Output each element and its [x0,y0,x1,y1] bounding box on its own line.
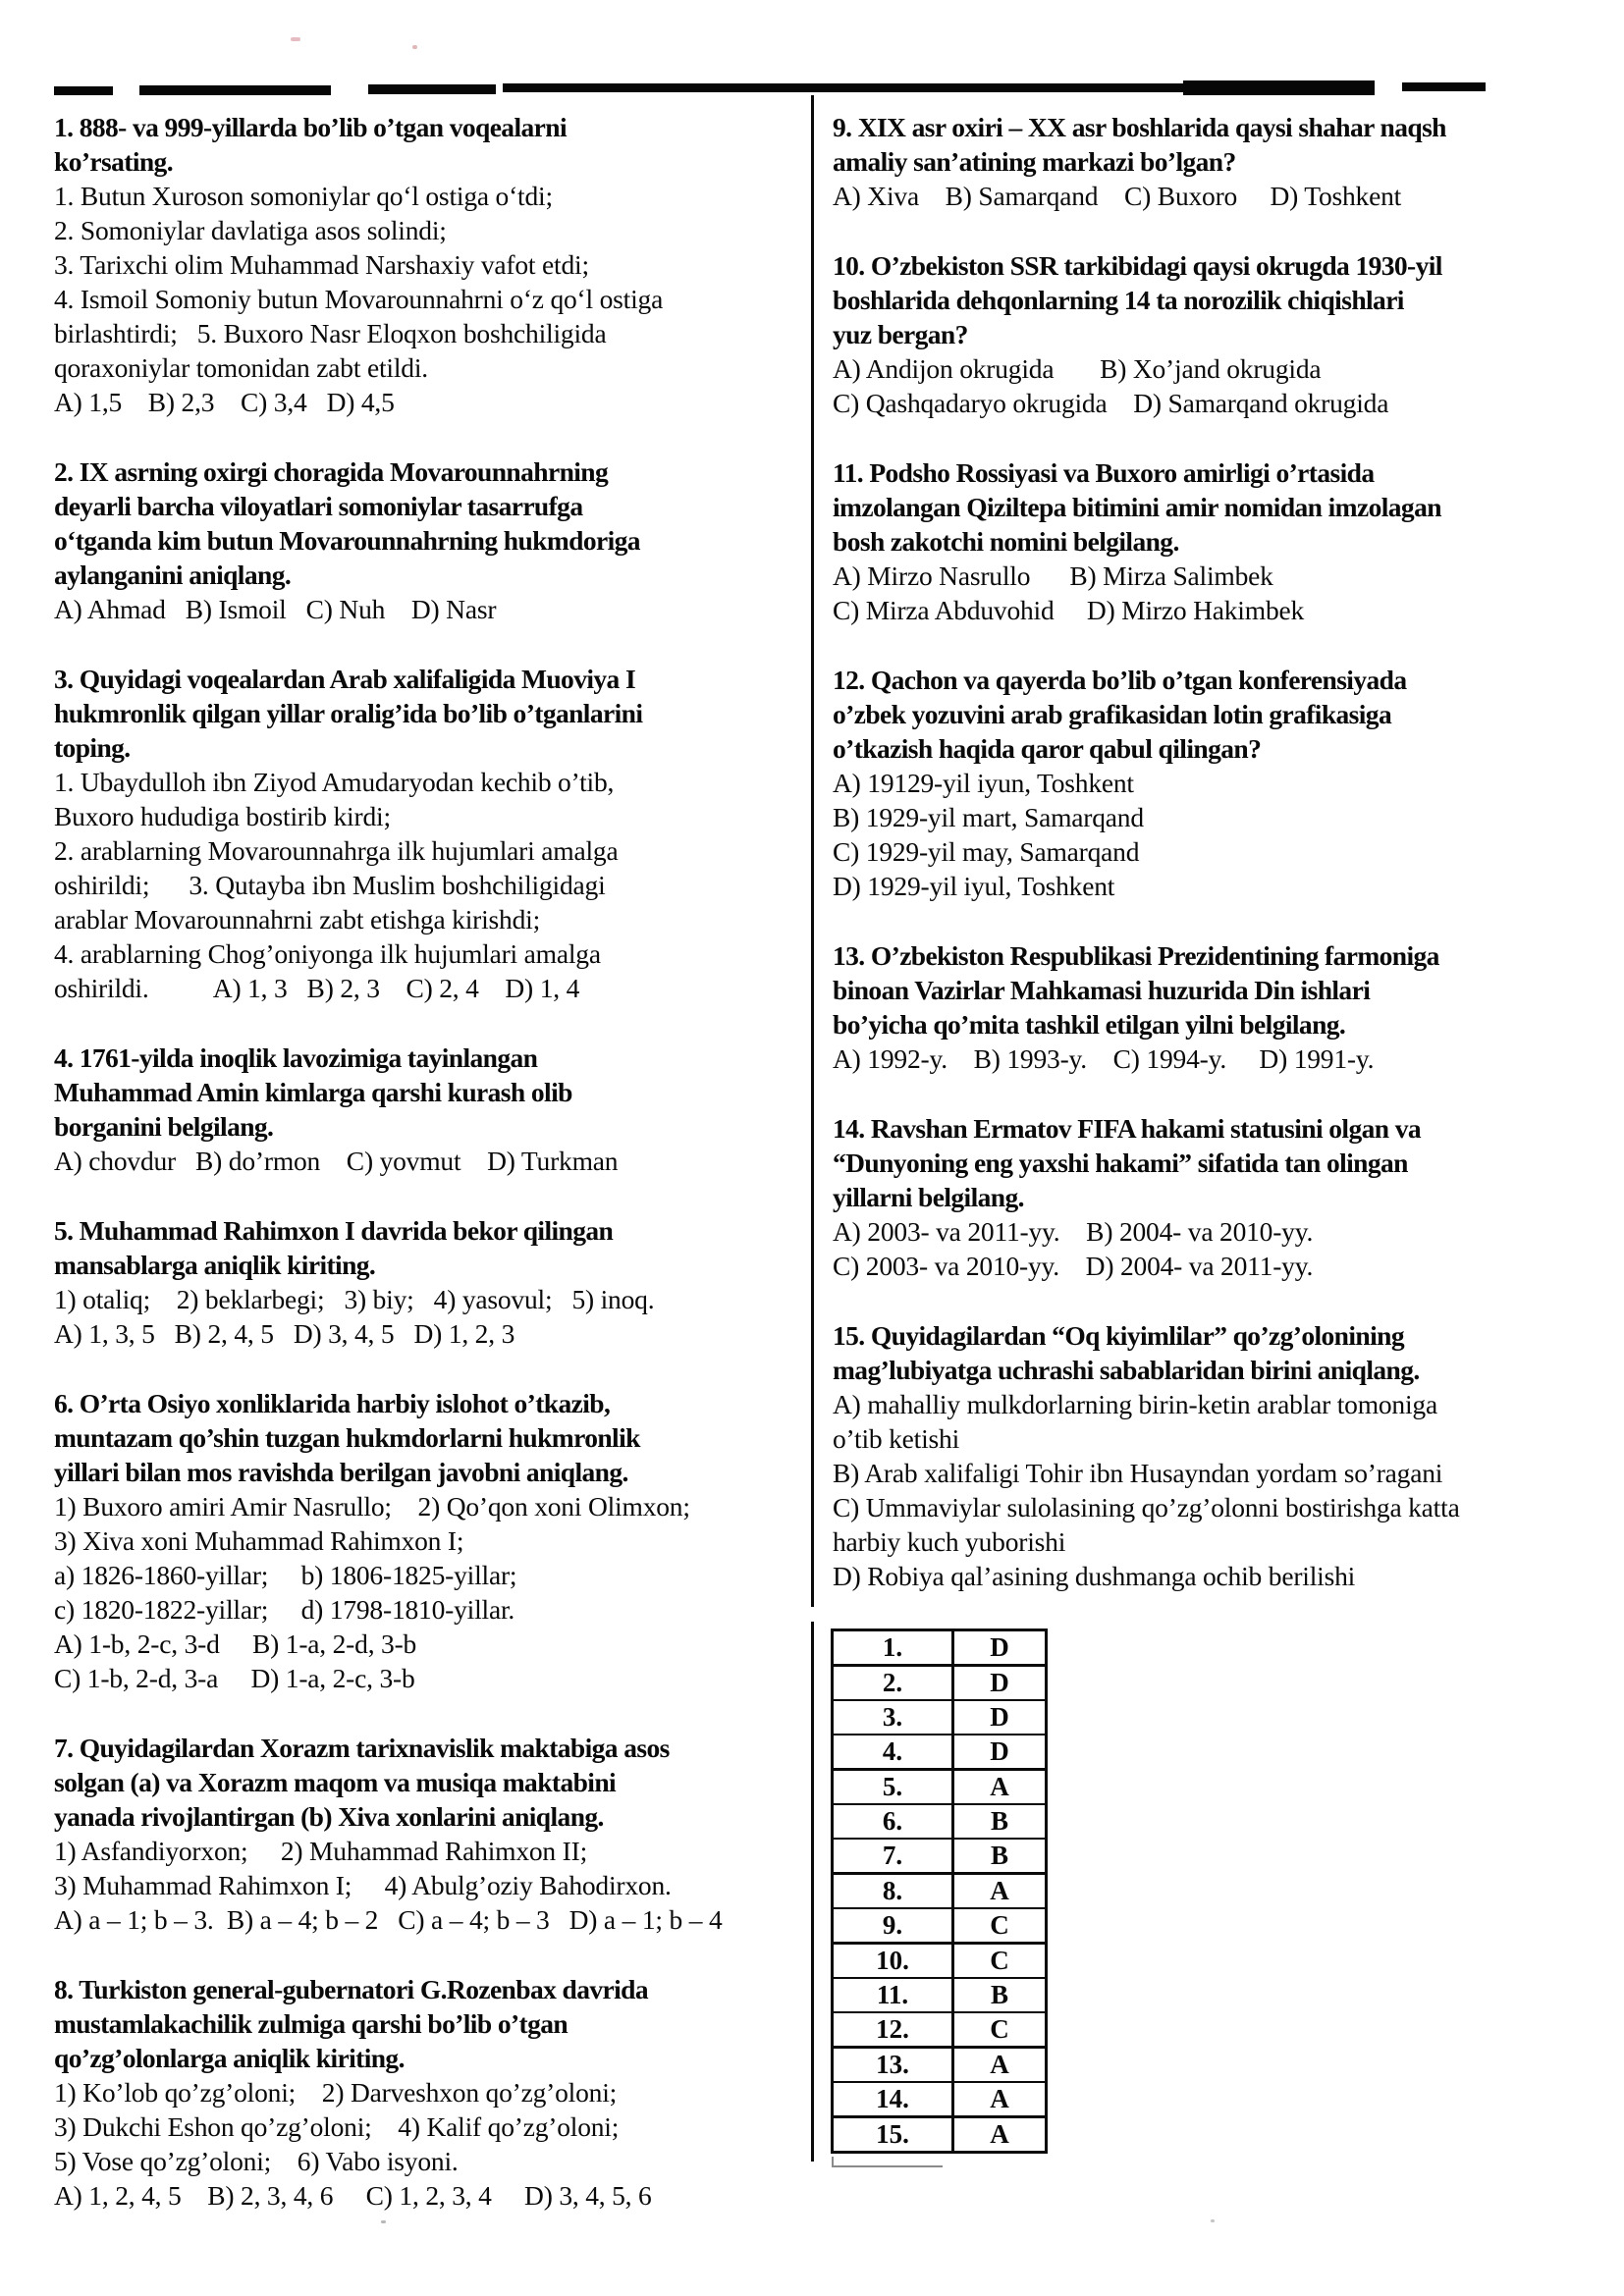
question-block-15 [833,1318,1595,1593]
question-head-line: 9. XIX asr oxiri – XX asr boshlarida qaysi shahar naqsh [833,112,1446,142]
question-head-line: imzolangan Qiziltepa bitimini amir nomidan imzolagan [833,492,1441,522]
answer-number-cell: 3. [833,1700,953,1735]
question-block-8 [54,1972,802,2213]
question-text-line: birlashtirdi; 5. Buxoro Nasr Eloqxon boshchiligida [54,318,607,348]
question-text-line: D) 1929-yil iyul, Toshkent [833,871,1115,901]
question-text-line: 2. arablarning Movarounnahrga ilk hujumlari amalga [54,835,619,866]
left-column [54,110,802,2213]
question-text-line: A) Andijon okrugida B) Xo’jand okrugida [833,353,1322,384]
right-column [833,110,1595,1593]
scan-speck [381,2220,386,2223]
question-head-line: 12. Qachon va qayerda bo’lib o’tgan konferensiyada [833,665,1407,695]
question-text-line: A) Xiva B) Samarqand C) Buxoro D) Toshkent [833,181,1402,211]
question-text-line: 1) otaliq; 2) beklarbegi; 3) biy; 4) yasovul; 5) inoq. [54,1284,655,1314]
question-block-5 [54,1213,802,1351]
question-head-line: 14. Ravshan Ermatov FIFA hakami statusini olgan va [833,1113,1422,1144]
answer-letter-cell: C [953,1944,1047,1979]
question-head-line: yillari bilan mos ravishda berilgan javobni aniqlang. [54,1457,628,1487]
answer-letter-cell: C [953,1908,1047,1944]
question-text-line: oshirildi. A) 1, 3 B) 2, 3 C) 2, 4 D) 1, 4 [54,973,580,1003]
scan-speck [1211,2219,1215,2222]
question-text-line: A) 1, 3, 5 B) 2, 4, 5 D) 3, 4, 5 D) 1, 2, 3 [54,1318,515,1349]
answer-letter-cell: A [953,2082,1047,2117]
question-head-line: Muhammad Amin kimlarga qarshi kurash olib [54,1077,572,1107]
answer-table-row [833,1666,1047,1701]
question-head-line: hukmronlik qilgan yillar oralig’ida bo’lib o’tganlarini [54,698,643,728]
question-text-line: arablar Movarounnahrni zabt etishga kirishdi; [54,904,541,934]
question-text-line: A) 19129-yil iyun, Toshkent [833,768,1134,798]
answer-table-row [833,2082,1047,2117]
answer-letter-cell: D [953,1735,1047,1770]
question-head-line: toping. [54,732,131,763]
question-text-line: 5) Vose qo’zg’oloni; 6) Vabo isyoni. [54,2146,459,2176]
answer-number-cell: 8. [833,1874,953,1909]
question-text-line: 4. Ismoil Somoniy butun Movarounnahrni o‘z qo‘l ostiga [54,284,664,314]
question-text-line: A) 1, 2, 4, 5 B) 2, 3, 4, 6 C) 1, 2, 3, 4 D) 3, 4, 5, 6 [54,2180,652,2211]
question-text-line: C) Ummaviylar sulolasining qo’zg’olonni bostirishga katta [833,1492,1460,1522]
answer-letter-cell: A [953,1770,1047,1805]
question-head-line: o’zbek yozuvini arab grafikasidan lotin grafikasiga [833,699,1392,729]
question-head-line: 8. Turkiston general-gubernatori G.Rozenbax davrida [54,1974,649,2004]
answer-table-row [833,1700,1047,1735]
question-head-line: 6. O’rta Osiyo xonliklarida harbiy islohot o’tkazib, [54,1388,611,1418]
answer-number-cell: 7. [833,1839,953,1874]
answer-number-cell: 11. [833,1978,953,2012]
answer-table-row [833,2048,1047,2083]
answer-letter-cell: B [953,1978,1047,2012]
question-head-line: mansablarga aniqlik kiriting. [54,1250,376,1280]
question-head-line: 13. O’zbekiston Respublikasi Prezidentining farmoniga [833,940,1439,971]
answer-number-cell: 15. [833,2117,953,2153]
question-text-line: c) 1820-1822-yillar; d) 1798-1810-yillar. [54,1594,515,1625]
answer-table-row [833,1978,1047,2012]
question-text-line: A) 2003- va 2011-yy. B) 2004- va 2010-yy. [833,1216,1314,1247]
answer-number-cell: 14. [833,2082,953,2117]
question-text-line: A) 1-b, 2-c, 3-d B) 1-a, 2-d, 3-b [54,1629,417,1659]
answer-letter-cell: B [953,1804,1047,1839]
answer-letter-cell: A [953,1874,1047,1909]
answer-table-row [833,1735,1047,1770]
scan-artifact-bar-segment [139,85,331,95]
question-head-line: qo’zg’olonlarga aniqlik kiriting. [54,2043,405,2073]
question-text-line: C) 2003- va 2010-yy. D) 2004- va 2011-yy. [833,1251,1314,1281]
question-block-7 [54,1731,802,1937]
question-block-9 [833,110,1595,213]
question-head-line: solgan (a) va Xorazm maqom va musiqa maktabini [54,1767,617,1797]
answer-letter-cell: C [953,2012,1047,2048]
question-block-12 [833,663,1595,903]
question-block-10 [833,248,1595,420]
question-block-14 [833,1111,1595,1283]
question-text-line: A) 1992-y. B) 1993-y. C) 1994-y. D) 1991-y. [833,1043,1375,1074]
question-head-line: “Dunyoning eng yaxshi hakami” sifatida tan olingan [833,1148,1408,1178]
question-text-line: C) Mirza Abduvohid D) Mirzo Hakimbek [833,595,1305,625]
question-text-line: A) Mirzo Nasrullo B) Mirza Salimbek [833,561,1273,591]
answer-table-row [833,1804,1047,1839]
answer-letter-cell: D [953,1630,1047,1666]
question-text-line: A) Ahmad B) Ismoil C) Nuh D) Nasr [54,594,497,624]
answer-number-cell: 1. [833,1630,953,1666]
question-head-line: 15. Quyidagilardan “Oq kiyimlilar” qo’zg’olonining [833,1320,1404,1351]
question-head-line: yillarni belgilang. [833,1182,1024,1212]
question-text-line: C) 1-b, 2-d, 3-a D) 1-a, 2-c, 3-b [54,1663,415,1693]
question-text-line: 3) Muhammad Rahimxon I; 4) Abulg’oziy Bahodirxon. [54,1870,672,1900]
answer-table-row [833,1630,1047,1666]
question-head-line: 1. 888- va 999-yillarda bo’lib o’tgan voqealarni [54,112,567,142]
question-head-line: borganini belgilang. [54,1111,274,1142]
answer-letter-cell: D [953,1700,1047,1735]
scan-artifact-bar-segment [1402,82,1486,91]
question-text-line: B) 1929-yil mart, Samarqand [833,802,1144,832]
answer-letter-cell: B [953,1839,1047,1874]
question-text-line: 3) Dukchi Eshon qo’zg’oloni; 4) Kalif qo’zg’oloni; [54,2111,620,2142]
question-head-line: 11. Podsho Rossiyasi va Buxoro amirligi o’rtasida [833,457,1375,488]
question-text-line: 1) Buxoro amiri Amir Nasrullo; 2) Qo’qon xoni Olimxon; [54,1491,690,1522]
scan-stray-mark [832,2165,943,2167]
question-head-line: 5. Muhammad Rahimxon I davrida bekor qilingan [54,1215,614,1246]
answer-letter-cell: A [953,2117,1047,2153]
question-head-line: amaliy san’atining markazi bo’lgan? [833,146,1236,177]
column-divider-line [811,1622,814,2162]
question-head-line: bosh zakotchi nomini belgilang. [833,526,1179,557]
question-text-line: A) 1,5 B) 2,3 C) 3,4 D) 4,5 [54,387,395,417]
question-text-line: D) Robiya qal’asining dushmanga ochib berilishi [833,1561,1356,1591]
question-text-line: 1) Asfandiyorxon; 2) Muhammad Rahimxon II; [54,1836,588,1866]
answer-table-row [833,1839,1047,1874]
scan-artifact-bar-segment [1183,80,1375,95]
answer-table-row [833,1944,1047,1979]
question-head-line: binoan Vazirlar Mahkamasi huzurida Din ishlari [833,975,1371,1005]
question-block-4 [54,1041,802,1178]
question-text-line: C) 1929-yil may, Samarqand [833,836,1140,867]
question-text-line: qoraxoniylar tomonidan zabt etildi. [54,352,428,383]
question-head-line: o’tkazish haqida qaror qabul qilingan? [833,733,1262,764]
question-head-line: o‘tganda kim butun Movarounnahrning hukmdoriga [54,525,640,556]
answer-number-cell: 10. [833,1944,953,1979]
answer-letter-cell: D [953,1666,1047,1701]
answer-number-cell: 12. [833,2012,953,2048]
question-text-line: Buxoro hududiga bostirib kirdi; [54,801,391,831]
scan-speck [291,37,300,41]
question-text-line: 3. Tarixchi olim Muhammad Narshaxiy vafot etdi; [54,249,589,280]
question-text-line: 1. Ubaydulloh ibn Ziyod Amudaryodan kechib o’tib, [54,767,615,797]
question-text-line: C) Qashqadaryo okrugida D) Samarqand okrugida [833,388,1389,418]
answer-table-row [833,1874,1047,1909]
question-head-line: mag’lubiyatga uchrashi sabablaridan birini aniqlang. [833,1355,1420,1385]
answer-number-cell: 9. [833,1908,953,1944]
question-head-line: deyarli barcha viloyatlari somoniylar tasarrufga [54,491,583,521]
question-block-3 [54,662,802,1005]
question-block-1 [54,110,802,419]
question-head-line: 10. O’zbekiston SSR tarkibidagi qaysi okrugda 1930-yil [833,250,1442,281]
scan-artifact-bar-segment [368,84,496,94]
question-head-line: ko’rsating. [54,146,173,177]
answer-key-table [831,1629,1048,2154]
answer-number-cell: 13. [833,2048,953,2083]
question-text-line: 4. arablarning Chog’oniyonga ilk hujumlari amalga [54,938,601,969]
scan-speck [412,45,417,49]
answer-table-row [833,2012,1047,2048]
question-text-line: harbiy kuch yuborishi [833,1526,1066,1557]
question-text-line: A) a – 1; b – 3. B) a – 4; b – 2 C) a – 4; b – 3 D) a – 1; b – 4 [54,1904,723,1935]
question-text-line: oshirildi; 3. Qutayba ibn Muslim boshchiligidagi [54,870,606,900]
answer-number-cell: 5. [833,1770,953,1805]
question-head-line: aylanganini aniqlang. [54,560,292,590]
scan-artifact-bar-segment [54,86,113,95]
scan-artifact-bar-segment [503,83,1190,92]
question-head-line: boshlarida dehqonlarning 14 ta norozilik chiqishlari [833,285,1404,315]
question-head-line: muntazam qo’shin tuzgan hukmdorlarni hukmronlik [54,1422,640,1453]
question-block-13 [833,938,1595,1076]
answer-number-cell: 4. [833,1735,953,1770]
question-head-line: 7. Quyidagilardan Xorazm tarixnavislik maktabiga asos [54,1733,670,1763]
answer-number-cell: 6. [833,1804,953,1839]
answer-table-body [833,1630,1047,2153]
answer-letter-cell: A [953,2048,1047,2083]
question-text-line: A) chovdur B) do’rmon C) yovmut D) Turkman [54,1146,619,1176]
answer-number-cell: 2. [833,1666,953,1701]
question-head-line: yanada rivojlantirgan (b) Xiva xonlarini aniqlang. [54,1801,604,1832]
question-text-line: B) Arab xalifaligi Tohir ibn Husayndan yordam so’ragani [833,1458,1443,1488]
question-head-line: 2. IX asrning oxirgi choragida Movarounnahrning [54,456,609,487]
question-text-line: 2. Somoniylar davlatiga asos solindi; [54,215,447,245]
answer-table-row [833,1770,1047,1805]
question-block-2 [54,454,802,626]
question-head-line: 3. Quyidagi voqealardan Arab xalifaligida Muoviya I [54,664,636,694]
question-text-line: 1) Ko’lob qo’zg’oloni; 2) Darveshxon qo’zg’oloni; [54,2077,618,2108]
question-text-line: 1. Butun Xuroson somoniylar qo‘l ostiga o‘tdi; [54,181,553,211]
question-block-11 [833,455,1595,627]
question-block-6 [54,1386,802,1695]
question-text-line: a) 1826-1860-yillar; b) 1806-1825-yillar; [54,1560,517,1590]
answer-table-row [833,1908,1047,1944]
question-text-line: o’tib ketishi [833,1423,960,1454]
question-text-line: A) mahalliy mulkdorlarning birin-ketin arablar tomoniga [833,1389,1437,1419]
question-text-line: 3) Xiva xoni Muhammad Rahimxon I; [54,1525,464,1556]
column-divider-line [811,95,814,1607]
answer-table-row [833,2117,1047,2153]
question-head-line: yuz bergan? [833,319,968,349]
question-head-line: 4. 1761-yilda inoqlik lavozimiga tayinlangan [54,1042,538,1073]
question-head-line: bo’yicha qo’mita tashkil etilgan yilni belgilang. [833,1009,1346,1040]
question-head-line: mustamlakachilik zulmiga qarshi bo’lib o’tgan [54,2008,568,2039]
